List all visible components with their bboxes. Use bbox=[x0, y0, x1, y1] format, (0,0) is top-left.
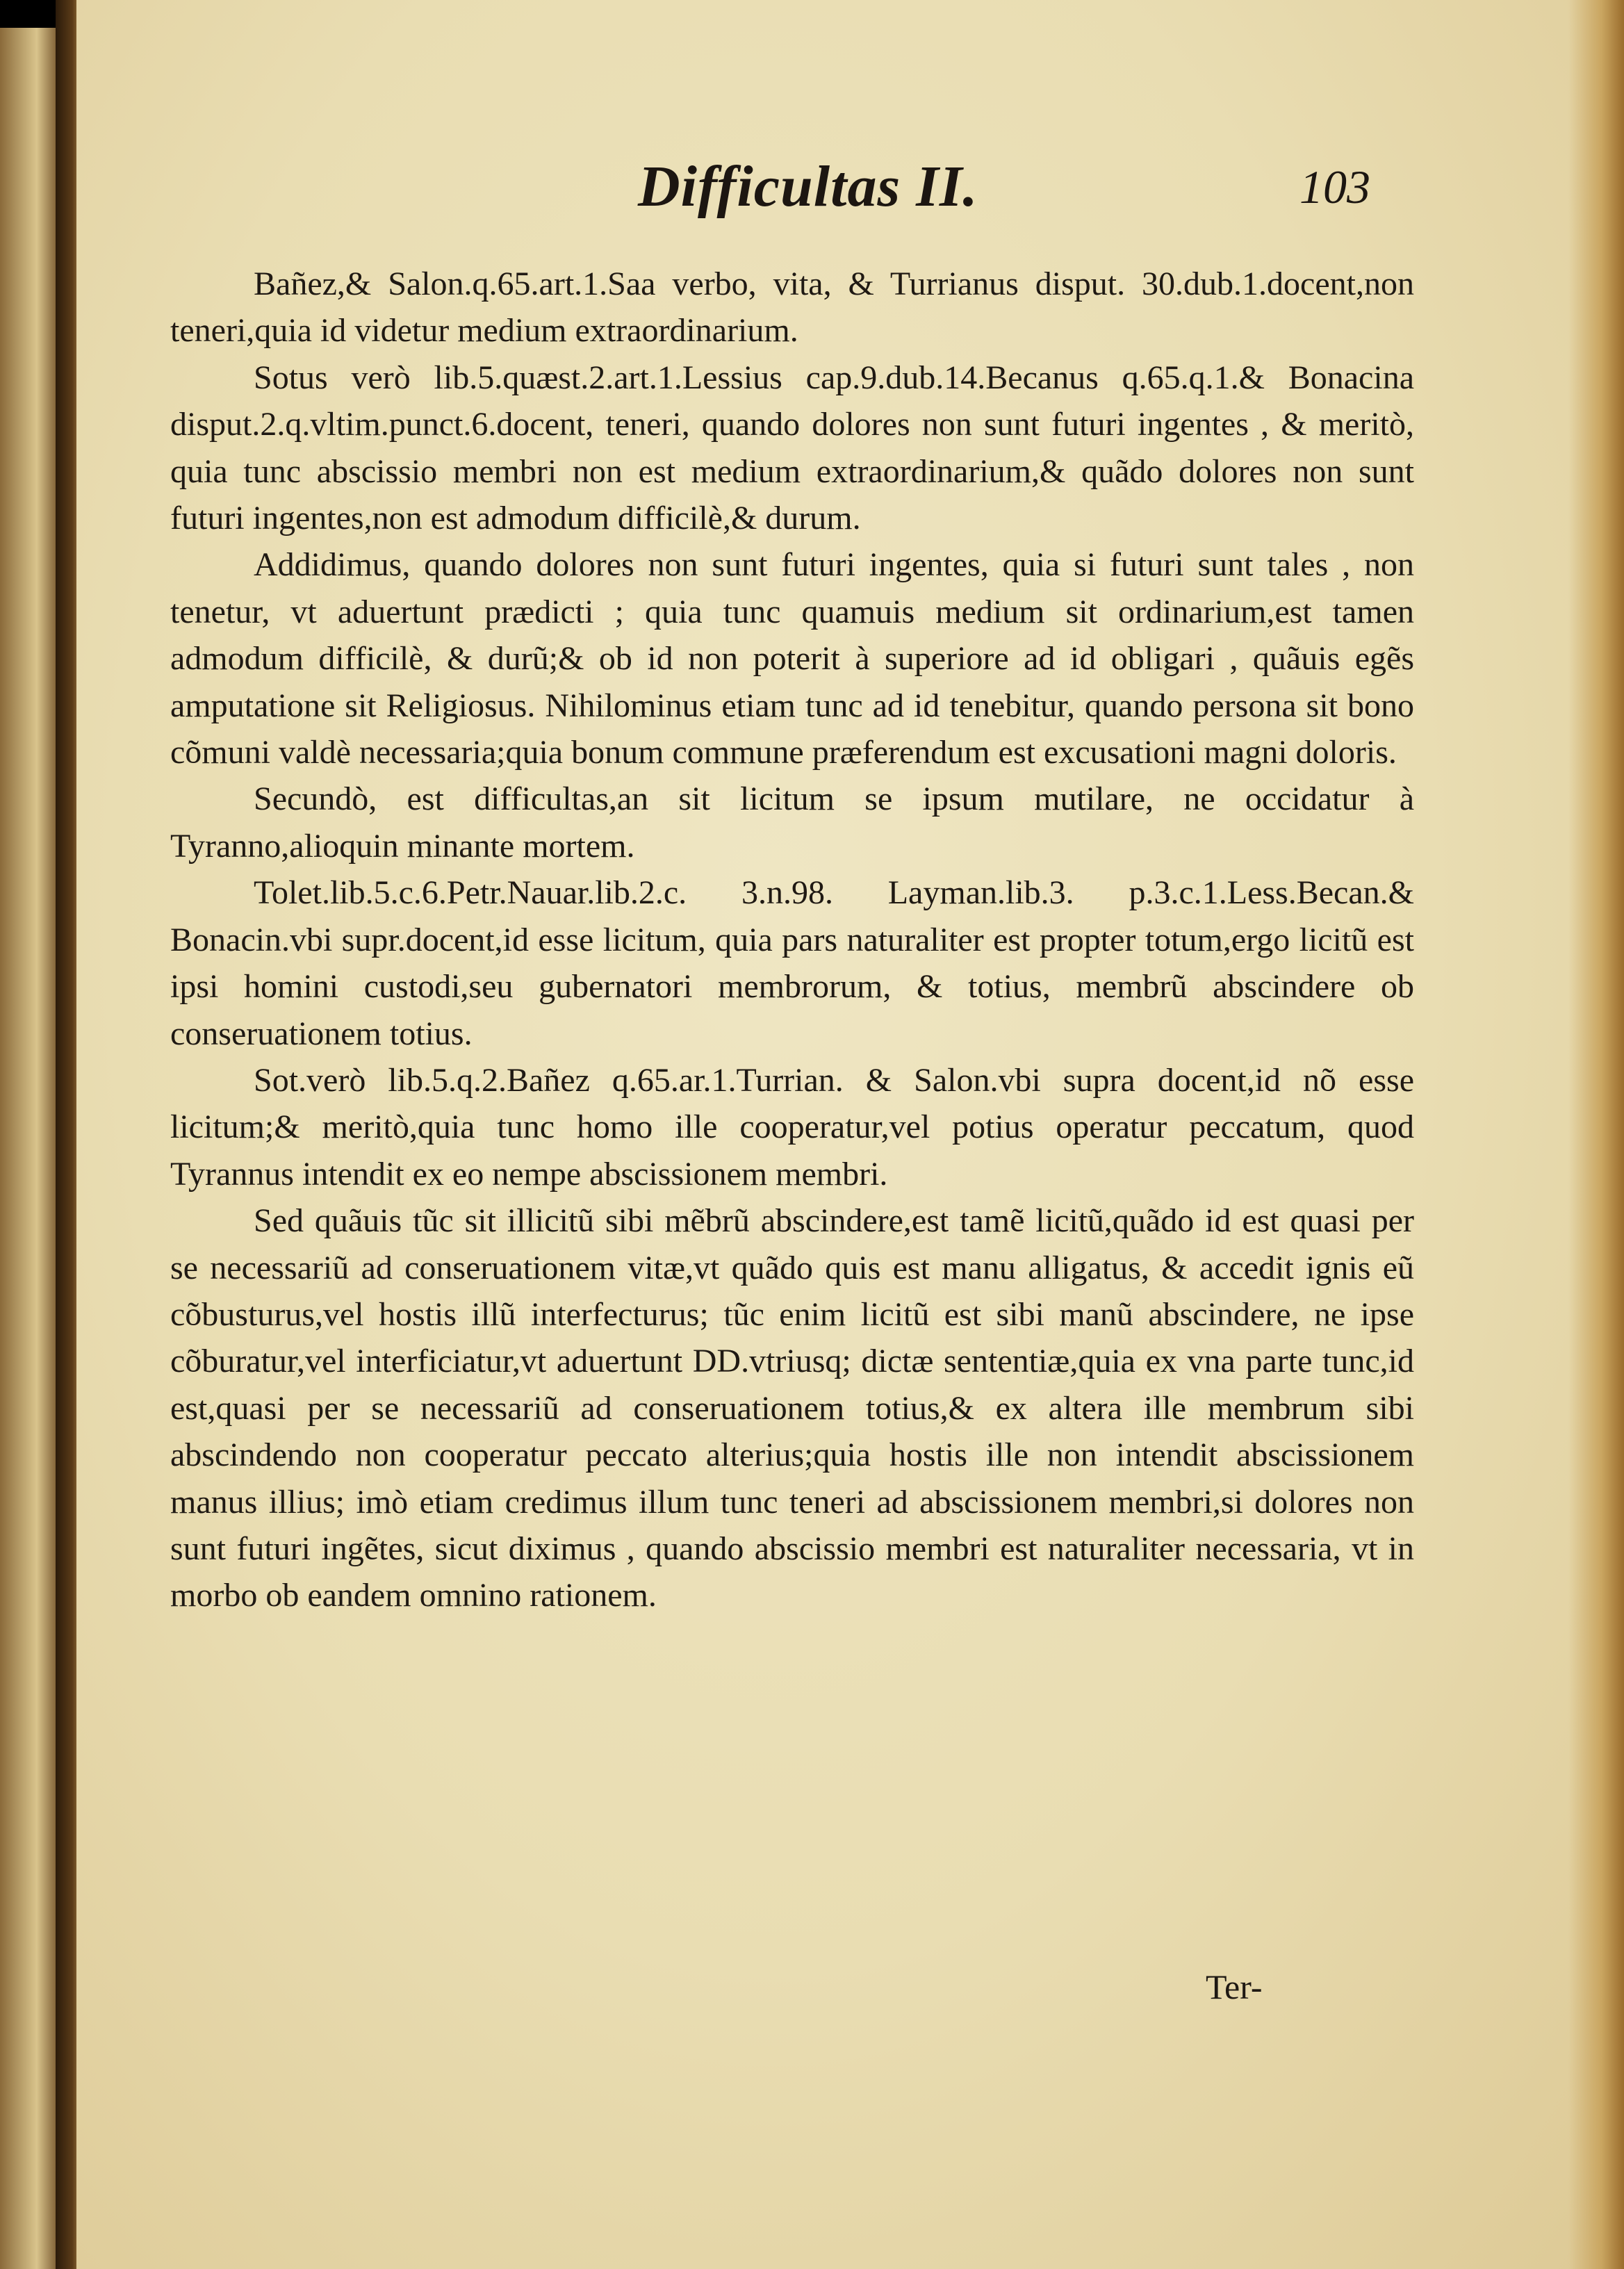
page-edge-shading bbox=[1568, 0, 1624, 2269]
page-number: 103 bbox=[1299, 161, 1370, 213]
book-page bbox=[76, 0, 1624, 2269]
facing-page-edge bbox=[0, 28, 61, 2269]
paragraph: Addidimus, quando dolores non sunt futuri ingentes, quia si futuri sunt tales , non tenetur, vt aduertunt prædicti ; quia tunc quamuis medium sit ordinarium,est tamen admodum difficilè, & durũ;& ob id non poterit à superiore ad id obligari , quãuis egẽs amputatione sit Religiosus. Nihilominus etiam tunc ad id tenebitur, quando persona sit bono cõmuni valdè necessaria;quia bonum commune præferendum est excusationi magni doloris. bbox=[170, 546, 1414, 771]
paragraph: Tolet.lib.5.c.6.Petr.Nauar.lib.2.c. 3.n.98. Layman.lib.3. p.3.c.1.Less.Becan.& Bonacin.vbi supr.docent,id esse licitum, quia pars naturaliter est propter totum,ergo licitũ est ipsi homini custodi,seu gubernatori membrorum, & totius, membrũ abscindere ob conseruationem totius. bbox=[170, 874, 1414, 1052]
catchword: Ter- bbox=[1206, 1967, 1263, 2006]
paragraph: Bañez,& Salon.q.65.art.1.Saa verbo, vita, & Turrianus disput. 30.dub.1.docent,non teneri,quia id videtur medium extraordinarium. bbox=[170, 265, 1414, 350]
running-title: Difficultas II. bbox=[638, 154, 978, 219]
paragraph: Secundò, est difficultas,an sit licitum se ipsum mutilare, ne occidatur à Tyranno,alioquin minante mortem. bbox=[170, 780, 1414, 865]
body-text bbox=[170, 261, 1414, 1619]
paragraph: Sot.verò lib.5.q.2.Bañez q.65.ar.1.Turrian. & Salon.vbi supra docent,id nõ esse licitum;& meritò,quia tunc homo ille cooperatur,vel potius operatur peccatum, quod Tyrannus intendit ex eo nempe abscissionem membri. bbox=[170, 1061, 1414, 1193]
page-header bbox=[563, 153, 1397, 243]
paragraph: Sed quãuis tũc sit illicitũ sibi mẽbrũ abscindere,est tamẽ licitũ,quãdo id est quasi per se necessariũ ad conseruationem vitæ,vt quãdo quis est manu alligatus, & accedit ignis eũ cõbusturus,vel hostis illũ interfecturus; tũc enim licitũ est sibi manũ abscindere, ne ipse cõburatur,vel interficiatur,vt aduertunt DD.vtriusq; dictæ sententiæ,quia ex vna parte tunc,id est,quasi per se necessariũ ad conseruationem totius,& ex altera ille membrum sibi abscindendo non cooperatur peccato alterius;quia hostis ille non intendit abscissionem manus illius; imò etiam credimus illum tunc teneri ad abscissionem membri,si dolores non sunt futuri ingẽtes, sicut diximus , quando abscissio membri est naturaliter necessaria, vt in morbo ob eandem omnino rationem. bbox=[170, 1202, 1414, 1614]
paragraph: Sotus verò lib.5.quæst.2.art.1.Lessius cap.9.dub.14.Becanus q.65.q.1.& Bonacina disput.2.q.vltim.punct.6.docent, teneri, quando dolores non sunt futuri ingentes , & meritò, quia tunc abscissio membri non est medium extraordinarium,& quãdo dolores non sunt futuri ingentes,non est admodum difficilè,& durum. bbox=[170, 359, 1414, 537]
